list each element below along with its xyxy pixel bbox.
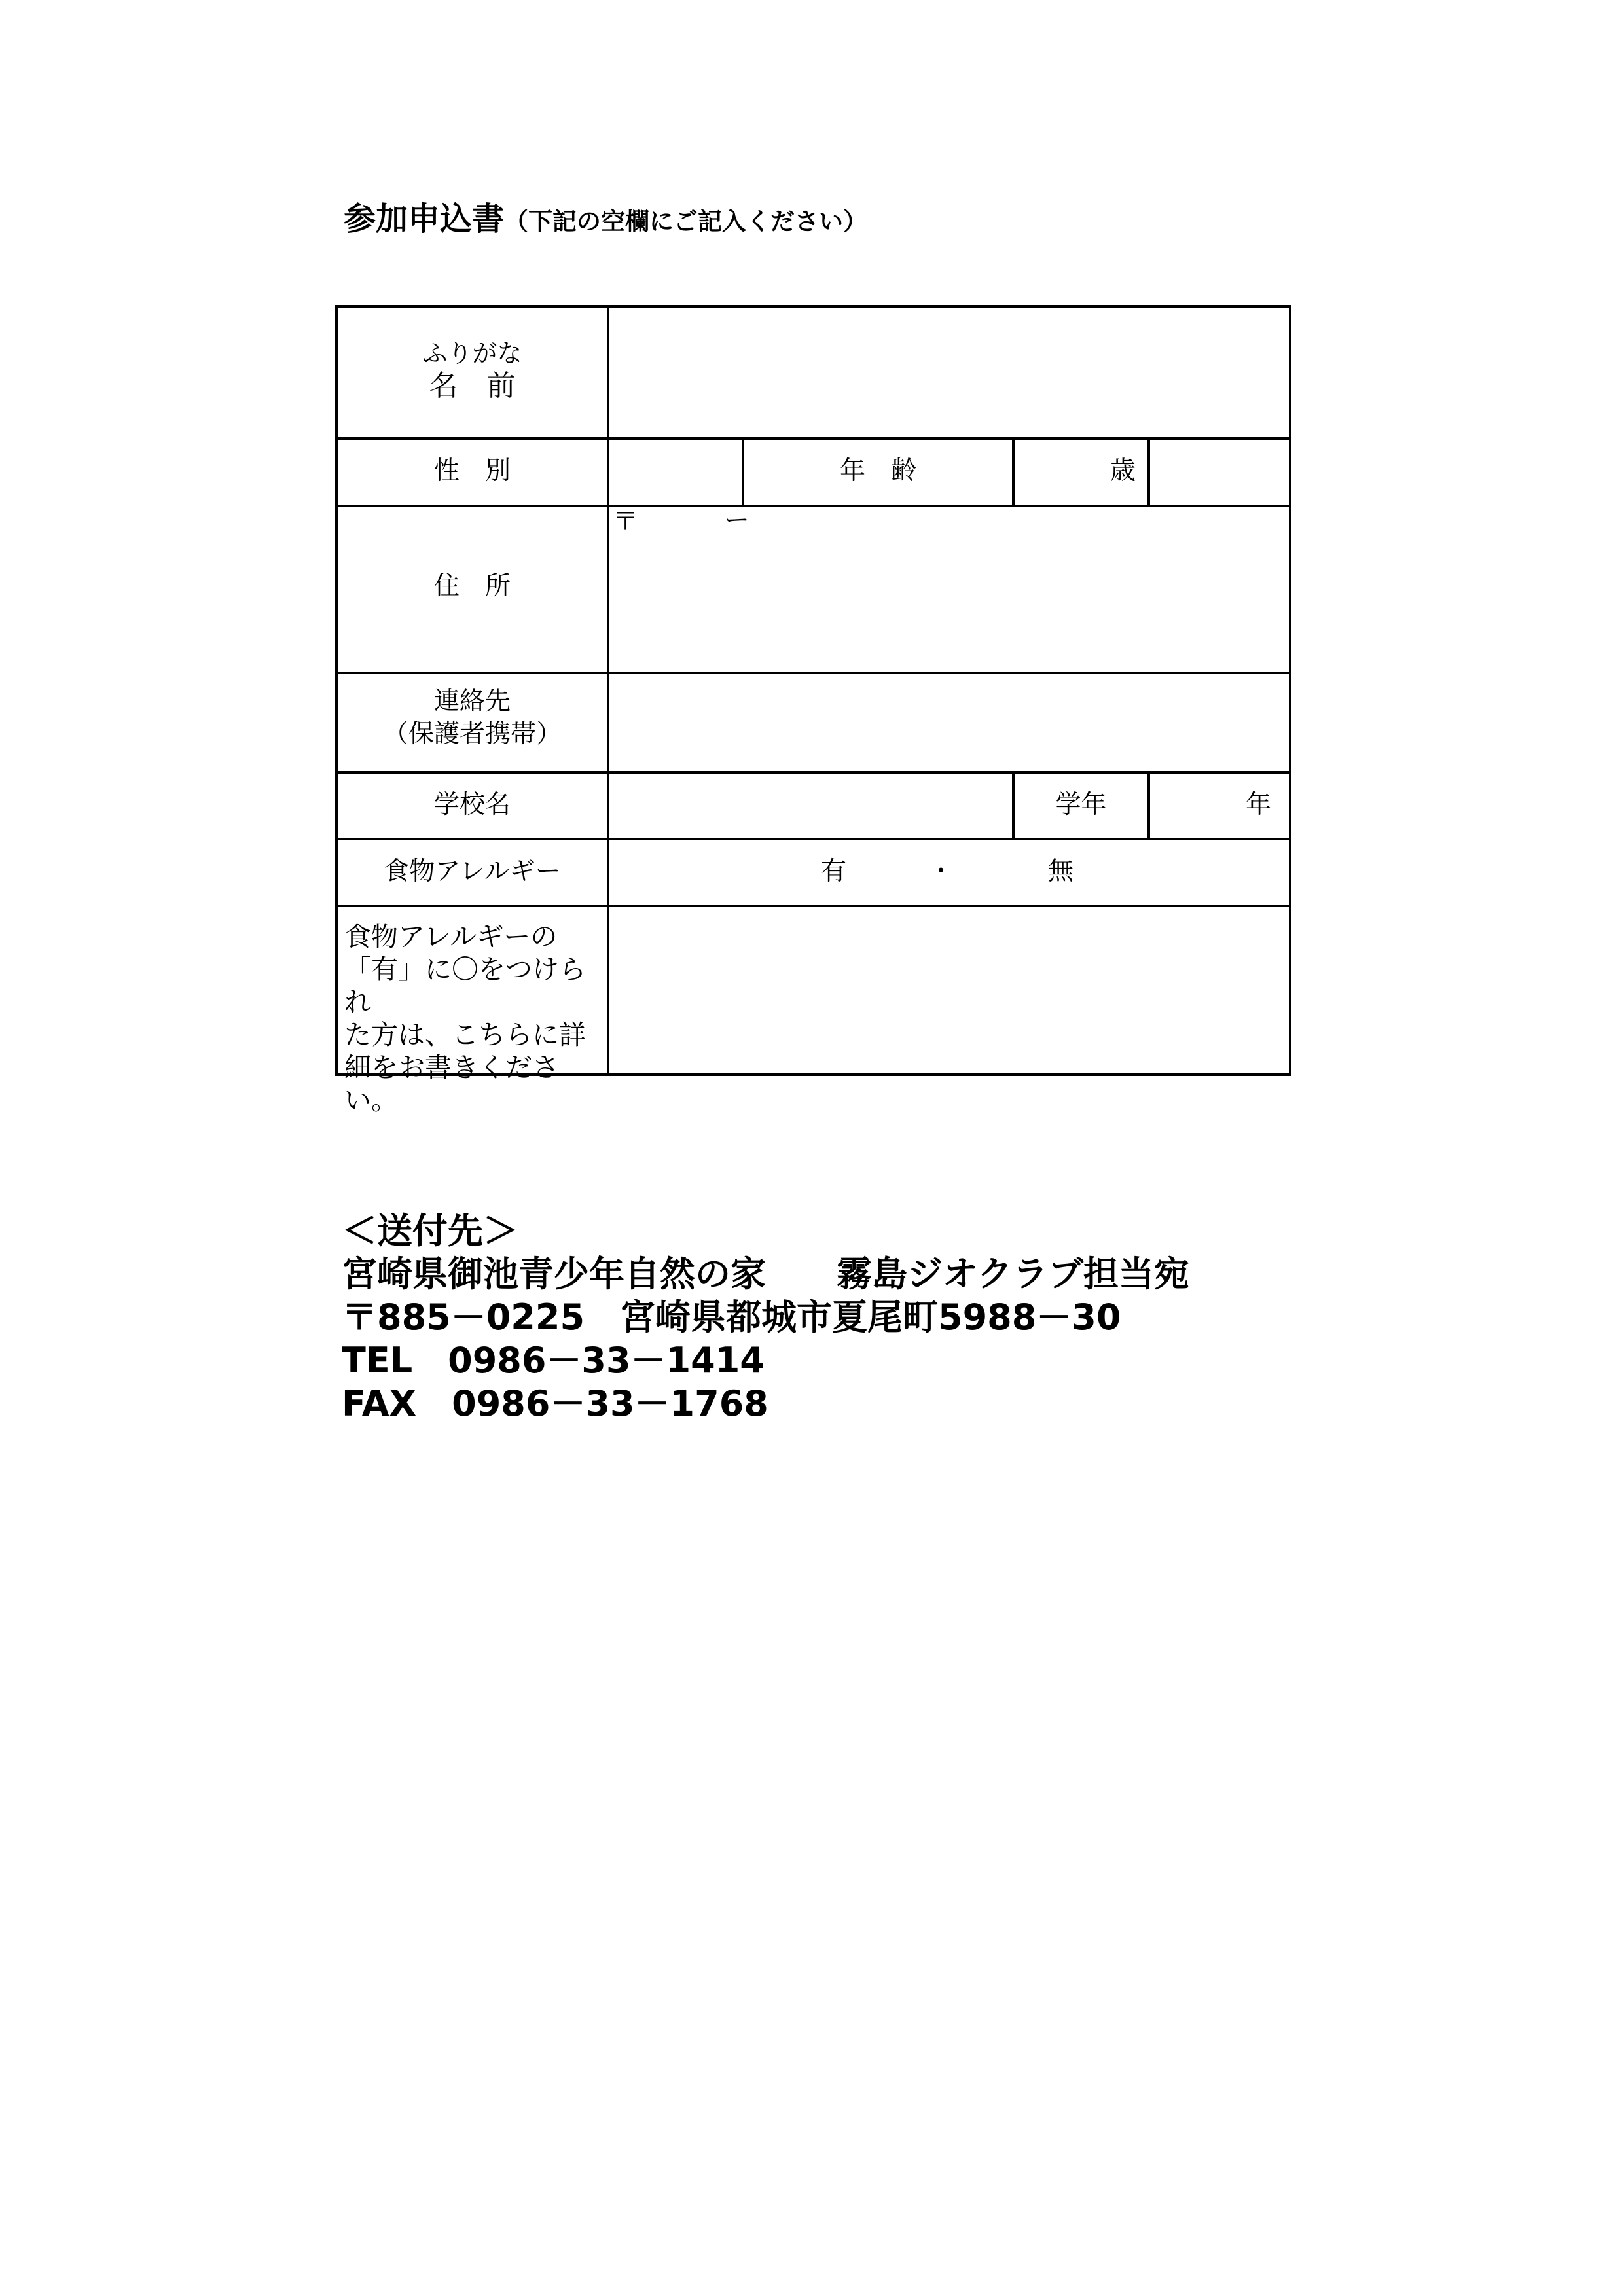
school-label: 学校名 (433, 790, 511, 819)
label-column-divider (607, 308, 609, 1073)
grade-unit: 年 (1246, 790, 1272, 819)
cell-divider (1147, 437, 1150, 507)
allergy-detail-label: 食物アレルギーの 「有」に〇をつけられ た方は、こちらに詳 細をお書きください。 (344, 921, 586, 1116)
allergy-label: 食物アレルギー (384, 857, 561, 886)
row-divider (338, 905, 1289, 907)
postal-mark: 〒 (613, 507, 639, 537)
postal-dash: ー (724, 506, 750, 535)
send-to-tel: TEL 0986－33－1414 (342, 1340, 765, 1381)
cell-divider (1012, 437, 1015, 507)
age-unit: 歳 (1110, 456, 1136, 486)
allergy-no-option[interactable]: 無 (1048, 857, 1074, 886)
send-to-block (342, 1210, 1189, 1426)
row-divider (338, 437, 1289, 440)
age-label: 年 齢 (839, 456, 916, 486)
send-to-fax: FAX 0986－33－1768 (342, 1383, 768, 1424)
allergy-yes-option[interactable]: 有 (821, 857, 847, 886)
application-form-table (335, 305, 1291, 1116)
allergy-separator: ・ (928, 857, 954, 886)
row-divider (338, 771, 1289, 774)
contact-sub-label: （保護者携帯） (382, 719, 562, 749)
title-instruction: （下記の空欄にご記入ください） (504, 207, 868, 236)
title-main: 参加申込書 (344, 200, 505, 238)
gender-label: 性 別 (433, 456, 511, 486)
row-divider (338, 505, 1289, 507)
cell-divider (1147, 771, 1150, 840)
row-divider (338, 838, 1289, 840)
send-to-recipient: 宮崎県御池青少年自然の家 霧島ジオクラブ担当宛 (342, 1253, 1189, 1295)
name-label: 名 前 (429, 369, 516, 403)
row-divider (338, 672, 1289, 674)
contact-label: 連絡先 (433, 687, 511, 716)
address-label: 住 所 (433, 571, 511, 601)
document-title (344, 194, 867, 240)
furigana-label: ふりがな (422, 339, 522, 368)
grade-label: 学年 (1055, 790, 1107, 819)
send-to-address: 〒885－0225 宮崎県都城市夏尾町5988－30 (342, 1297, 1121, 1338)
send-to-heading: ＜送付先＞ (342, 1210, 518, 1251)
